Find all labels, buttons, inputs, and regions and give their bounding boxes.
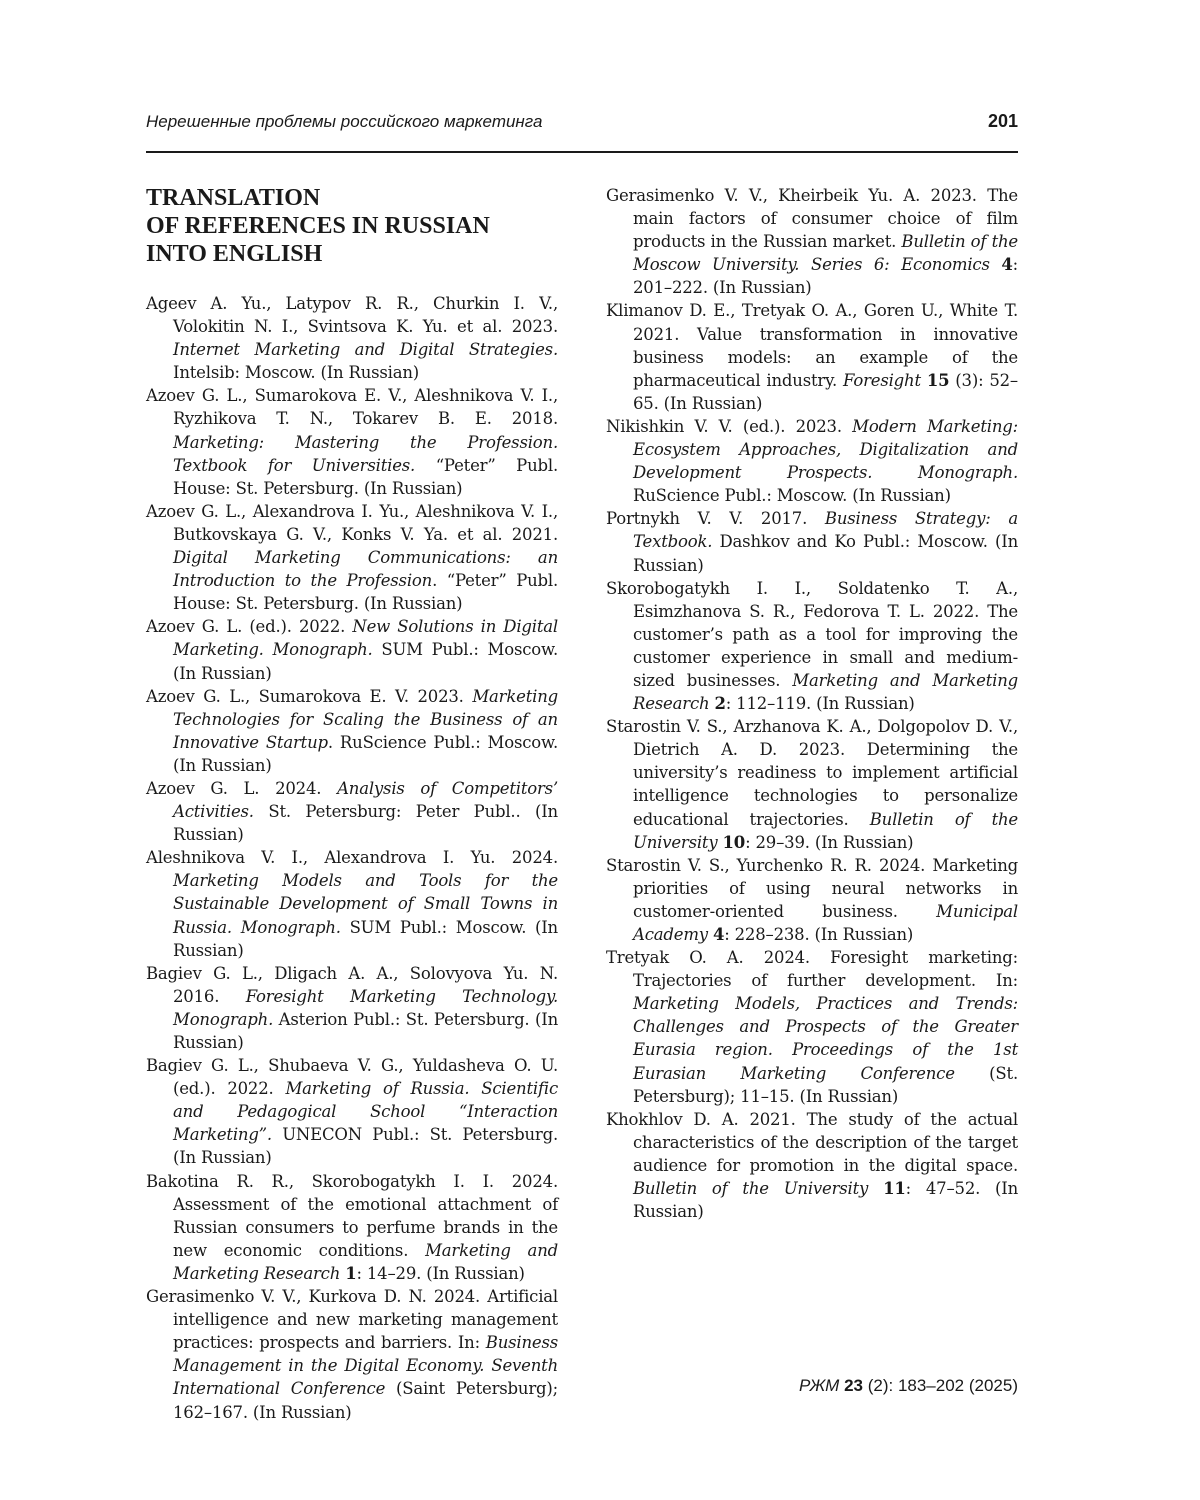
heading-line-3: INTO ENGLISH: [146, 241, 323, 267]
reference-entry: [606, 854, 1018, 946]
reference-text: RuScience Publ.: Moscow. (In Russian): [633, 486, 951, 506]
reference-text: SUM Publ.: Moscow. (In Russian): [173, 640, 558, 683]
reference-entry: [606, 946, 1018, 1108]
reference-entry: [146, 384, 558, 499]
reference-title: Bulletin of the University: [633, 1179, 869, 1199]
reference-text: Portnykh V. V. 2017.: [606, 509, 825, 529]
reference-title: Foresight: [842, 370, 921, 390]
reference-title: Marketing and Marketing Research: [633, 670, 1018, 714]
heading-line-2: OF REFERENCES IN RUSSIAN: [146, 213, 490, 239]
section-heading: [146, 184, 558, 268]
reference-text: UNECON Publ.: St. Petersburg. (In Russian): [173, 1125, 558, 1168]
reference-text: “Peter” Publ. House: St. Petersburg. (In Russian): [173, 455, 558, 498]
reference-text: Tretyak O. A. 2024. Foresight marketing: Trajectories of further development. In:: [606, 948, 1018, 991]
reference-title: Marketing: Mastering the Profession. Textbook for Universities.: [173, 432, 558, 475]
reference-title: New Solutions in Digital Marketing. Monograph.: [173, 617, 558, 660]
reference-text: : 228–238. (In Russian): [724, 925, 914, 944]
reference-entry: [146, 615, 558, 684]
reference-text: SUM Publ.: Moscow. (In Russian): [173, 917, 558, 960]
reference-entry: [606, 577, 1018, 716]
journal-footer: [799, 1376, 1018, 1396]
reference-text: Klimanov D. E., Tretyak O. A., Goren U., White T. 2021. Value transformation in innovative business models: an example of the pharmaceutical industry.: [606, 301, 1018, 390]
reference-entry: [606, 715, 1018, 854]
reference-entry: [606, 1108, 1018, 1223]
reference-text: Gerasimenko V. V., Kurkova D. N. 2024. Artificial intelligence and new marketing management practices: prospects and barriers. In:: [146, 1287, 558, 1353]
reference-entry: [146, 685, 558, 777]
reference-entry: [146, 1285, 558, 1424]
reference-title: Modern Marketing: Ecosystem Approaches, Digitalization and Development Prospects. Monograph.: [633, 416, 1018, 483]
reference-title: Business Strategy: a Textbook.: [633, 509, 1018, 552]
reference-volume: 1: [345, 1263, 357, 1283]
reference-title: Analysis of Competitors’ Activities.: [173, 778, 558, 822]
reference-text: Starostin V. S., Yurchenko R. R. 2024. Marketing priorities of using neural networks in customer-oriented business.: [606, 855, 1018, 921]
reference-title: Marketing of Russia. Scientific and Pedagogical School “Interaction Marketing”.: [173, 1079, 558, 1145]
reference-title: Marketing Models, Practices and Trends: Challenges and Prospects of the Greater Eurasia region. Proceedings of the 1st Eurasian Marketing Conference: [633, 994, 1018, 1083]
reference-text: Nikishkin V. V. (ed.). 2023.: [606, 416, 853, 436]
reference-entry: [146, 292, 558, 384]
reference-text: Aleshnikova V. I., Alexandrova I. Yu. 2024.: [146, 848, 558, 868]
journal-volume: 23: [844, 1376, 863, 1395]
reference-text: Azoev G. L., Sumarokova E. V. 2023.: [146, 686, 473, 706]
reference-text: Bagiev G. L., Dligach A. A., Solovyova Yu. N. 2016.: [146, 963, 558, 1006]
reference-text: Intelsib: Moscow. (In Russian): [173, 363, 420, 383]
reference-text: (3): 52–65. (In Russian): [633, 370, 1018, 413]
reference-title: Municipal Academy: [633, 901, 1018, 944]
reference-text: Skorobogatykh I. I., Soldatenko T. A., Esimzhanova S. R., Fedorova T. L. 2022. The customer’s path as a tool for improving the customer experience in small and medium-sized businesses.: [606, 578, 1018, 690]
reference-volume: 10: [722, 832, 746, 852]
reference-text: (Saint Petersburg); 162–167. (In Russian): [173, 1379, 558, 1422]
reference-text: Starostin V. S., Arzhanova K. A., Dolgopolov D. V., Dietrich A. D. 2023. Determining the university’s readiness to implement artificial intelligence technologies to personalize educational trajectories.: [606, 717, 1018, 829]
reference-text: Azoev G. L., Alexandrova I. Yu., Aleshnikova V. I., Butkovskaya G. V., Konks V. Ya. et al. 2021.: [146, 501, 558, 544]
reference-entry: [606, 184, 1018, 299]
page-number: 201: [987, 111, 1018, 131]
reference-title: Digital Marketing Communications: an Introduction to the Profession: [173, 548, 558, 591]
reference-text: : 47–52. (In Russian): [633, 1179, 1019, 1222]
reference-text: Azoev G. L. (ed.). 2022.: [146, 617, 353, 637]
reference-entry: [146, 1170, 558, 1285]
reference-title: Marketing and Marketing Research: [173, 1240, 558, 1283]
reference-entry: [146, 777, 558, 846]
reference-entry: [146, 1054, 558, 1169]
reference-text: : 112–119. (In Russian): [725, 694, 915, 714]
header-rule: [146, 151, 1018, 153]
reference-title: Marketing Technologies for Scaling the Business of an Innovative Startup: [173, 686, 558, 752]
reference-volume: 4: [712, 925, 725, 944]
right-column: [606, 184, 1018, 1223]
reference-volume: 4: [1001, 255, 1013, 275]
reference-volume: 2: [714, 694, 726, 714]
reference-text: : 201–222. (In Russian): [633, 255, 1018, 298]
reference-text: Gerasimenko V. V., Kheirbeik Yu. A. 2023. The main factors of consumer choice of film products in the Russian market.: [606, 186, 1018, 252]
heading-line-1: TRANSLATION: [146, 185, 321, 211]
journal-issue-pages: (2): 183–202 (2025): [863, 1376, 1018, 1395]
reference-title: Bulletin of the Moscow University. Series 6: Economics: [633, 232, 1018, 275]
reference-text: Azoev G. L., Sumarokova E. V., Aleshnikova V. I., Ryzhikova T. N., Tokarev B. E. 2018.: [146, 386, 558, 429]
reference-entry: [146, 962, 558, 1054]
left-column: [146, 184, 558, 1424]
reference-text: Asterion Publ.: St. Petersburg. (In Russian): [173, 1009, 558, 1052]
reference-text: Dashkov and Ko Publ.: Moscow. (In Russian): [633, 532, 1018, 575]
reference-volume: 11: [883, 1179, 906, 1199]
reference-entry: [606, 299, 1018, 414]
reference-entry: [146, 846, 558, 961]
reference-title: Internet Marketing and Digital Strategies.: [173, 340, 558, 360]
reference-title: Business Management in the Digital Economy. Seventh International Conference: [173, 1333, 558, 1399]
reference-entry: [606, 507, 1018, 576]
running-head: [146, 112, 1018, 142]
reference-text: St. Petersburg: Peter Publ.. (In Russian): [173, 802, 558, 845]
reference-volume: 15: [926, 370, 950, 390]
reference-text: Bakotina R. R., Skorobogatykh I. I. 2024. Assessment of the emotional attachment of Russian consumers to perfume brands in the new economic conditions.: [146, 1171, 558, 1260]
reference-text: . “Peter” Publ. House: St. Petersburg. (In Russian): [173, 571, 559, 614]
reference-text: Azoev G. L. 2024.: [146, 778, 338, 798]
reference-title: Marketing Models and Tools for the Sustainable Development of Small Towns in Russia. Monograph.: [173, 871, 558, 937]
reference-text: : 14–29. (In Russian): [356, 1263, 525, 1283]
reference-text: . RuScience Publ.: Moscow. (In Russian): [173, 732, 559, 775]
reference-text: Bagiev G. L., Shubaeva V. G., Yuldasheva O. U. (ed.). 2022.: [146, 1056, 558, 1099]
reference-title: Bulletin of the University: [633, 809, 1018, 852]
running-head-title: Нерешенные проблемы российского маркетинга: [146, 112, 543, 131]
reference-title: Foresight Marketing Technology. Monograph.: [173, 986, 559, 1029]
reference-text: : 29–39. (In Russian): [745, 832, 914, 852]
reference-text: Khokhlov D. A. 2021. The study of the actual characteristics of the description of the target audience for promotion in the digital space.: [606, 1109, 1018, 1175]
reference-entry: [606, 415, 1018, 507]
journal-name: РЖМ: [799, 1376, 840, 1395]
reference-text: Ageev A. Yu., Latypov R. R., Churkin I. V., Volokitin N. I., Svintsova K. Yu. et al. 2023.: [146, 294, 558, 337]
reference-entry: [146, 500, 558, 615]
reference-text: (St. Petersburg); 11–15. (In Russian): [633, 1063, 1018, 1106]
